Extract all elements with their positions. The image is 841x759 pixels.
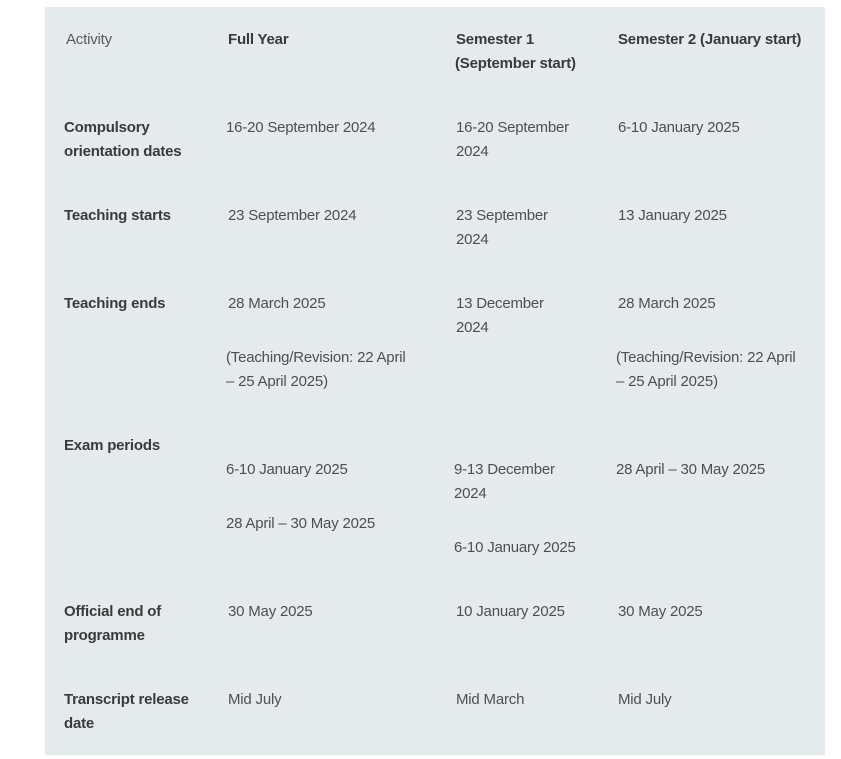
row-label-teaching-starts: [64, 204, 171, 228]
teaching-ends-semester-2: [616, 292, 796, 394]
row-label-transcript-line2: date: [64, 715, 95, 732]
teaching-ends-full-year-text: 28 March 2025: [228, 295, 326, 312]
row-label-orientation-line1: Compulsory: [64, 119, 150, 136]
header-activity: [66, 28, 112, 52]
official-end-full-year-text: 30 May 2025: [228, 603, 313, 620]
official-end-semester-1-text: 10 January 2025: [456, 603, 565, 620]
row-label-orientation: [64, 116, 181, 164]
transcript-semester-2: [618, 688, 671, 712]
header-semester-1-line2: (September start): [455, 55, 576, 72]
teaching-ends-semester-2-note-line1: (Teaching/Revision: 22 April: [616, 349, 796, 366]
spacer: [616, 316, 796, 346]
transcript-full-year-text: Mid July: [228, 691, 282, 708]
transcript-semester-1-text: Mid March: [456, 691, 525, 708]
teaching-starts-semester-1: [456, 204, 548, 252]
header-semester-1: [455, 28, 576, 76]
exam-periods-semester-1-2: 6-10 January 2025: [454, 539, 576, 556]
row-label-teaching-ends-text: Teaching ends: [64, 295, 166, 312]
orientation-full-year-text: 16-20 September 2024: [226, 119, 376, 136]
spacer: [454, 506, 576, 536]
exam-periods-semester-1-line2: 2024: [454, 485, 487, 502]
exam-periods-semester-1: [454, 458, 576, 560]
row-label-exam-periods: [64, 434, 160, 458]
row-label-orientation-line2: orientation dates: [64, 143, 182, 160]
official-end-semester-2-text: 30 May 2025: [618, 603, 703, 620]
teaching-starts-full-year: [228, 204, 356, 228]
header-activity-text: Activity: [66, 31, 112, 48]
exam-periods-full-year-1: 6-10 January 2025: [226, 461, 348, 478]
teaching-ends-full-year: [226, 292, 406, 394]
exam-periods-semester-2-text: 28 April – 30 May 2025: [616, 461, 766, 478]
exam-periods-semester-2: [616, 458, 765, 482]
orientation-semester-2-text: 6-10 January 2025: [618, 119, 740, 136]
exam-periods-full-year-2: 28 April – 30 May 2025: [226, 515, 376, 532]
official-end-semester-1: [456, 600, 565, 624]
header-semester-2: [618, 28, 801, 52]
official-end-full-year: [228, 600, 313, 624]
teaching-ends-full-year-note-line1: (Teaching/Revision: 22 April: [226, 349, 406, 366]
row-label-transcript-line1: Transcript release: [64, 691, 189, 708]
header-full-year-text: Full Year: [228, 31, 289, 48]
teaching-starts-full-year-text: 23 September 2024: [228, 207, 357, 224]
header-full-year: [228, 28, 288, 52]
teaching-starts-semester-2-text: 13 January 2025: [618, 207, 727, 224]
teaching-ends-semester-2-note-line2: – 25 April 2025): [616, 373, 718, 390]
row-label-official-end-line1: Official end of: [64, 603, 162, 620]
spacer: [226, 316, 406, 346]
orientation-full-year: [226, 116, 375, 140]
teaching-ends-semester-1-line1: 13 December: [456, 295, 544, 312]
transcript-semester-1: [456, 688, 524, 712]
row-label-official-end: [64, 600, 161, 648]
orientation-semester-2: [618, 116, 740, 140]
row-label-transcript: [64, 688, 189, 736]
teaching-starts-semester-1-line1: 23 September: [456, 207, 548, 224]
teaching-starts-semester-1-line2: 2024: [456, 231, 489, 248]
teaching-ends-semester-1-line2: 2024: [456, 319, 489, 336]
row-label-official-end-line2: programme: [64, 627, 145, 644]
row-label-exam-periods-text: Exam periods: [64, 437, 160, 454]
official-end-semester-2: [618, 600, 703, 624]
exam-periods-semester-1-line1: 9-13 December: [454, 461, 555, 478]
exam-periods-full-year: [226, 458, 375, 536]
teaching-ends-semester-1: [456, 292, 544, 340]
transcript-full-year: [228, 688, 281, 712]
orientation-semester-1: [456, 116, 569, 164]
teaching-starts-semester-2: [618, 204, 727, 228]
teaching-ends-semester-2-text: 28 March 2025: [618, 295, 716, 312]
row-label-teaching-ends: [64, 292, 165, 316]
orientation-semester-1-line1: 16-20 September: [456, 119, 569, 136]
spacer: [226, 482, 375, 512]
row-label-teaching-starts-text: Teaching starts: [64, 207, 171, 224]
transcript-semester-2-text: Mid July: [618, 691, 672, 708]
header-semester-1-line1: Semester 1: [456, 31, 535, 48]
teaching-ends-full-year-note-line2: – 25 April 2025): [226, 373, 328, 390]
orientation-semester-1-line2: 2024: [456, 143, 489, 160]
header-semester-2-text: Semester 2 (January start): [618, 31, 802, 48]
